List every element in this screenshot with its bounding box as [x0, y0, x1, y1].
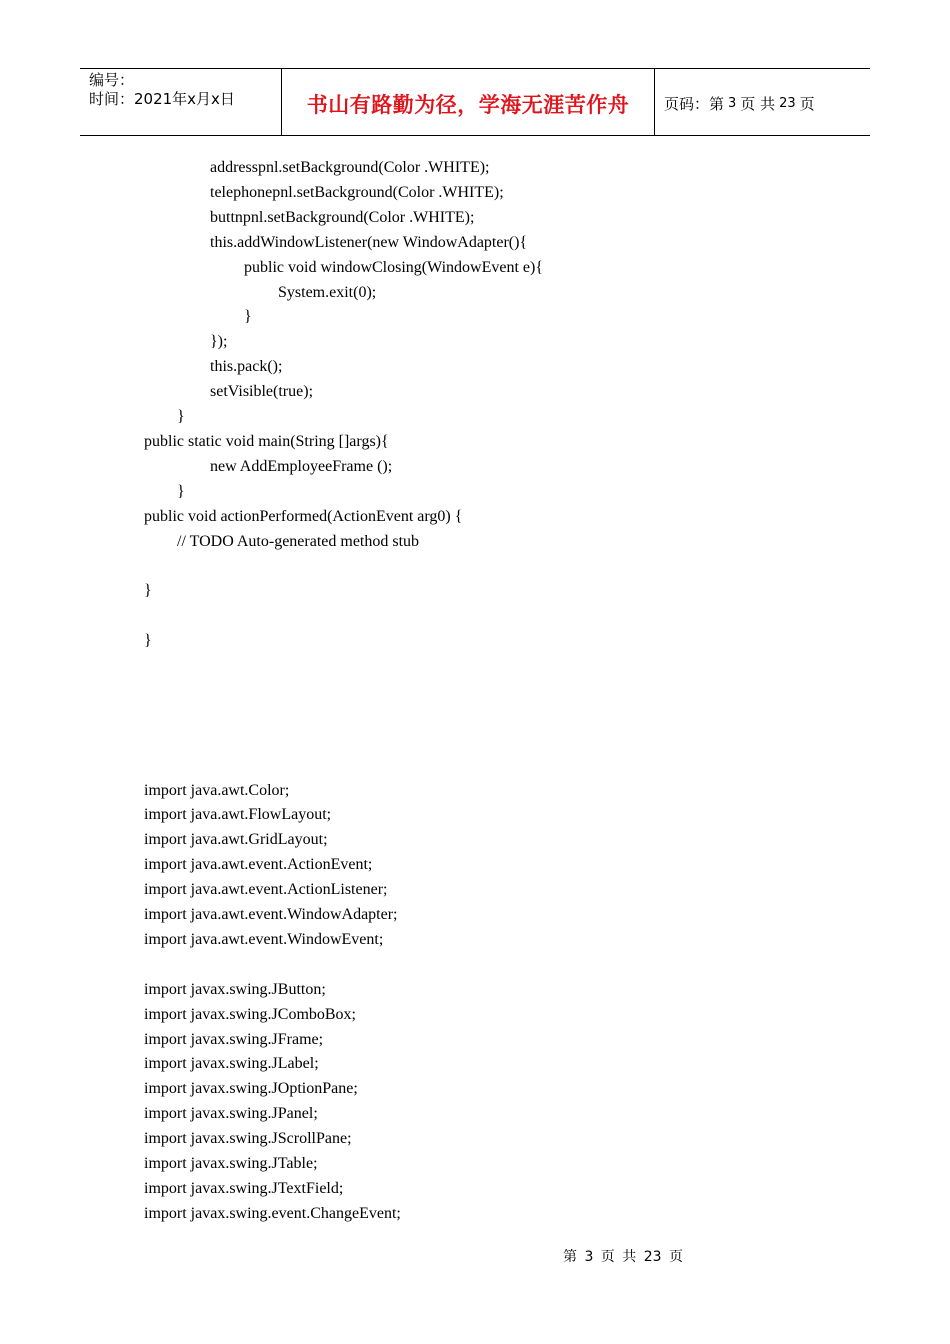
code-line: }	[144, 582, 152, 600]
page-header	[80, 68, 870, 136]
code-line: setVisible(true);	[210, 383, 314, 401]
header-info-cell	[80, 69, 282, 135]
document-time-label: 时间：2021年x月x日	[89, 90, 235, 108]
header-page-cell	[655, 69, 870, 135]
code-line: public static void main(String []args){	[144, 432, 389, 450]
page-total-number: 23	[779, 96, 796, 111]
code-line: import javax.swing.JTextField;	[144, 1179, 344, 1197]
code-line: addresspnl.setBackground(Color .WHITE);	[210, 159, 490, 176]
page-footer: 第 3 页 共 23 页	[563, 1249, 683, 1265]
code-line: public void windowClosing(WindowEvent e){	[244, 258, 543, 276]
header-motto-cell	[282, 69, 655, 135]
code-line: }	[177, 482, 185, 500]
code-line: // TODO Auto-generated method stub	[177, 532, 420, 550]
code-line: import java.awt.event.ActionListener;	[144, 881, 388, 899]
code-line: import javax.swing.JTable;	[144, 1155, 318, 1172]
code-line: this.addWindowListener(new WindowAdapter(){	[210, 233, 528, 251]
code-line: import java.awt.event.WindowAdapter;	[144, 906, 398, 923]
code-line: import javax.swing.JFrame;	[144, 1030, 324, 1048]
page-prefix: 页码：第	[664, 95, 725, 113]
code-line: import javax.swing.JScrollPane;	[144, 1130, 352, 1148]
code-line: this.pack();	[210, 358, 283, 376]
code-line: import java.awt.Color;	[144, 781, 290, 799]
page-suffix: 页	[799, 95, 815, 113]
code-line: import javax.swing.JComboBox;	[144, 1005, 356, 1023]
page-current-number: 3	[728, 96, 737, 111]
code-line: import java.awt.FlowLayout;	[144, 806, 332, 824]
code-line: new AddEmployeeFrame ();	[210, 457, 393, 475]
code-line: import java.awt.event.ActionEvent;	[144, 856, 373, 874]
code-line: });	[210, 333, 228, 351]
code-line: }	[177, 408, 185, 425]
code-line: public void actionPerformed(ActionEvent arg0) {	[144, 507, 463, 525]
document-number-label: 编号：	[89, 71, 135, 89]
page-mid: 页 共	[740, 95, 776, 113]
code-line: telephonepnl.setBackground(Color .WHITE);	[210, 183, 504, 201]
code-line: import javax.swing.event.ChangeEvent;	[144, 1204, 401, 1222]
header-motto: 书山有路勤为径，学海无涯苦作舟	[306, 93, 630, 117]
code-line: import java.awt.GridLayout;	[144, 831, 328, 849]
code-line: buttnpnl.setBackground(Color .WHITE);	[210, 208, 475, 226]
code-line: }	[244, 308, 252, 326]
code-line: import javax.swing.JOptionPane;	[144, 1080, 358, 1098]
code-line: import javax.swing.JButton;	[144, 980, 326, 998]
code-line: }	[144, 632, 152, 650]
code-line: import java.awt.event.WindowEvent;	[144, 930, 384, 948]
code-line: import javax.swing.JLabel;	[144, 1055, 319, 1073]
code-line: System.exit(0);	[278, 283, 377, 301]
code-line: import javax.swing.JPanel;	[144, 1105, 318, 1123]
